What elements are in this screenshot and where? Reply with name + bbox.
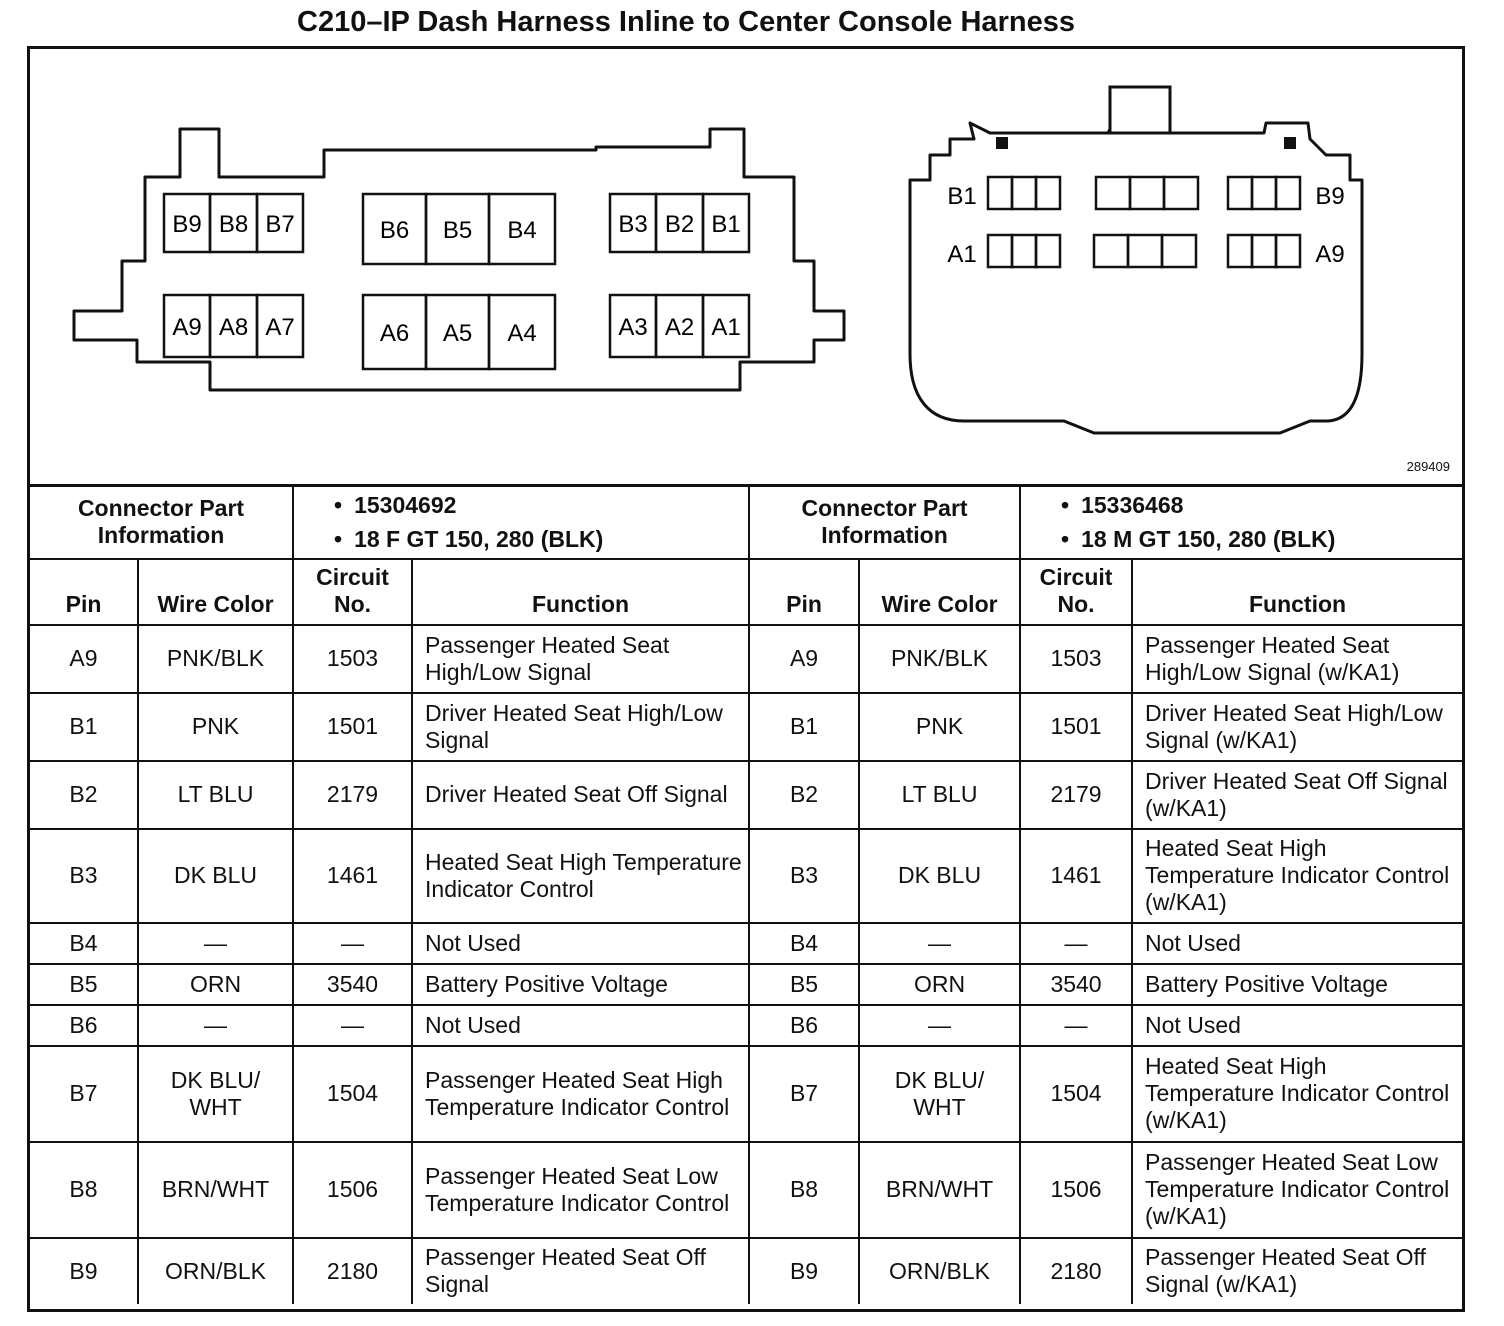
pin-cell: B1	[749, 693, 859, 761]
circuit-cell: —	[293, 923, 412, 964]
function-cell: Passenger Heated Seat Off Signal	[412, 1238, 749, 1304]
circuit-cell: 2179	[1020, 761, 1132, 829]
cavity	[1012, 235, 1036, 267]
cavity-label: B2	[664, 211, 695, 238]
info-line: • 18 F GT 150, 280 (BLK)	[334, 526, 604, 553]
wire-color-cell: —	[859, 923, 1020, 964]
cavity	[1036, 177, 1060, 209]
function-cell: Not Used	[412, 1005, 749, 1046]
circuit-cell: 1503	[1020, 625, 1132, 693]
connector-info-label-right: Connector Part Information	[749, 486, 1020, 559]
function-cell: Passenger Heated Seat High/Low Signal	[412, 625, 749, 693]
cavity	[1130, 177, 1164, 209]
connector-frame	[27, 46, 1465, 1312]
cavity	[1164, 177, 1198, 209]
cavity-label: A1	[947, 241, 977, 268]
wire-color-cell: PNK	[859, 693, 1020, 761]
function-cell: Not Used	[1132, 1005, 1462, 1046]
pin-cell: B7	[30, 1046, 138, 1142]
function-cell: Heated Seat High Temperature Indicator Control	[412, 829, 749, 923]
circuit-cell: 2179	[293, 761, 412, 829]
cavity-label: B1	[947, 183, 977, 210]
key-mark-left	[996, 137, 1008, 149]
cavity	[1252, 235, 1276, 267]
wire-color-cell: DK BLU/ WHT	[138, 1046, 293, 1142]
page-title: C210–IP Dash Harness Inline to Center Console Harness	[297, 6, 1075, 38]
header-function: Function	[412, 559, 749, 625]
table-row	[30, 1005, 1462, 1046]
function-cell: Heated Seat High Temperature Indicator Control (w/KA1)	[1132, 829, 1462, 923]
cavity-label: A9	[1315, 241, 1345, 268]
function-cell: Passenger Heated Seat High Temperature Indicator Control	[412, 1046, 749, 1142]
connector-info-row	[30, 486, 1462, 559]
wire-color-cell: LT BLU	[859, 761, 1020, 829]
wire-color-cell: —	[859, 1005, 1020, 1046]
pin-cell: A9	[749, 625, 859, 693]
pin-cell: B3	[749, 829, 859, 923]
wire-color-cell: PNK/BLK	[138, 625, 293, 693]
connector-info-label-left: Connector Part Information	[30, 486, 293, 559]
table-row	[30, 625, 1462, 693]
connector-diagrams	[30, 49, 1462, 484]
pin-cell: B5	[749, 964, 859, 1005]
function-cell: Driver Heated Seat Off Signal (w/KA1)	[1132, 761, 1462, 829]
cavity	[1094, 235, 1128, 267]
function-cell: Passenger Heated Seat Off Signal (w/KA1)	[1132, 1238, 1462, 1304]
header-wire-color: Wire Color	[138, 559, 293, 625]
header-function: Function	[1132, 559, 1462, 625]
wire-color-cell: ORN/BLK	[859, 1238, 1020, 1304]
cavity-label: A4	[507, 320, 537, 347]
cavity	[1162, 235, 1196, 267]
pin-cell: B6	[30, 1005, 138, 1046]
wire-color-cell: ORN	[859, 964, 1020, 1005]
header-pin: Pin	[749, 559, 859, 625]
function-cell: Heated Seat High Temperature Indicator Control (w/KA1)	[1132, 1046, 1462, 1142]
cavity-label: B8	[218, 211, 249, 238]
circuit-cell: —	[1020, 923, 1132, 964]
table-row	[30, 964, 1462, 1005]
table-row	[30, 1238, 1462, 1304]
pin-cell: B1	[30, 693, 138, 761]
pin-cell: B3	[30, 829, 138, 923]
cavity-label: B3	[618, 211, 648, 238]
circuit-cell: 1461	[293, 829, 412, 923]
pinout-table	[30, 484, 1462, 1304]
pin-cell: B9	[749, 1238, 859, 1304]
circuit-cell: 1461	[1020, 829, 1132, 923]
cavity-label: B7	[265, 211, 295, 238]
cavity	[1252, 177, 1276, 209]
left-connector-outline	[74, 129, 844, 390]
key-mark-right	[1284, 137, 1296, 149]
function-cell: Battery Positive Voltage	[412, 964, 749, 1005]
circuit-cell: 1506	[293, 1142, 412, 1238]
circuit-cell: 1501	[1020, 693, 1132, 761]
pin-cell: B4	[749, 923, 859, 964]
cavity-label: A3	[618, 314, 648, 341]
wire-color-cell: DK BLU	[138, 829, 293, 923]
header-wire-color: Wire Color	[859, 559, 1020, 625]
header-circuit-no: Circuit No.	[293, 559, 412, 625]
wire-color-cell: DK BLU/ WHT	[859, 1046, 1020, 1142]
pin-cell: B4	[30, 923, 138, 964]
function-cell: Driver Heated Seat High/Low Signal	[412, 693, 749, 761]
table-row	[30, 1142, 1462, 1238]
wire-color-cell: PNK	[138, 693, 293, 761]
cavity	[1276, 235, 1300, 267]
cavity-label: A9	[172, 314, 202, 341]
header-pin: Pin	[30, 559, 138, 625]
right-connector-cavities	[947, 177, 1344, 268]
cavity-label: B9	[1315, 183, 1345, 210]
circuit-cell: 3540	[293, 964, 412, 1005]
column-header-row	[30, 559, 1462, 625]
connector-info-values-right	[1020, 486, 1462, 559]
pin-cell: B2	[749, 761, 859, 829]
function-cell: Passenger Heated Seat Low Temperature Indicator Control	[412, 1142, 749, 1238]
pin-cell: B7	[749, 1046, 859, 1142]
table-row	[30, 829, 1462, 923]
info-line: • 15304692	[334, 492, 457, 519]
circuit-cell: 2180	[1020, 1238, 1132, 1304]
pin-cell: B8	[749, 1142, 859, 1238]
table-row	[30, 1046, 1462, 1142]
pin-cell: B2	[30, 761, 138, 829]
function-cell: Driver Heated Seat Off Signal	[412, 761, 749, 829]
pin-cell: B9	[30, 1238, 138, 1304]
cavity-label: A6	[379, 320, 410, 347]
function-cell: Not Used	[1132, 923, 1462, 964]
circuit-cell: 3540	[1020, 964, 1132, 1005]
cavity-label: B4	[507, 217, 537, 244]
cavity-label: A8	[218, 314, 249, 341]
wire-color-cell: ORN	[138, 964, 293, 1005]
wire-color-cell: ORN/BLK	[138, 1238, 293, 1304]
pin-cell: B8	[30, 1142, 138, 1238]
table-row	[30, 693, 1462, 761]
wire-color-cell: DK BLU	[859, 829, 1020, 923]
header-circuit-no: Circuit No.	[1020, 559, 1132, 625]
cavity	[988, 177, 1012, 209]
figure-number: 289409	[1406, 459, 1450, 474]
connector-info-values-left	[293, 486, 749, 559]
function-cell: Passenger Heated Seat High/Low Signal (w/KA1)	[1132, 625, 1462, 693]
wire-color-cell: —	[138, 923, 293, 964]
cavity	[1276, 177, 1300, 209]
circuit-cell: 1504	[1020, 1046, 1132, 1142]
wire-color-cell: PNK/BLK	[859, 625, 1020, 693]
cavity-label: B6	[379, 217, 410, 244]
cavity	[1096, 177, 1130, 209]
function-cell: Not Used	[412, 923, 749, 964]
circuit-cell: 1503	[293, 625, 412, 693]
cavity	[1128, 235, 1162, 267]
pin-cell: B5	[30, 964, 138, 1005]
info-line: • 18 M GT 150, 280 (BLK)	[1061, 526, 1336, 553]
wire-color-cell: LT BLU	[138, 761, 293, 829]
cavity	[1228, 177, 1252, 209]
info-line: • 15336468	[1061, 492, 1184, 519]
cavity-label: B5	[442, 217, 473, 244]
table-row	[30, 761, 1462, 829]
cavity-label: B9	[172, 211, 202, 238]
pin-cell: A9	[30, 625, 138, 693]
circuit-cell: 1506	[1020, 1142, 1132, 1238]
cavity	[1012, 177, 1036, 209]
cavity-label: A1	[711, 314, 741, 341]
connector-drawing	[30, 49, 1462, 484]
circuit-cell: —	[293, 1005, 412, 1046]
function-cell: Passenger Heated Seat Low Temperature Indicator Control (w/KA1)	[1132, 1142, 1462, 1238]
circuit-cell: 1501	[293, 693, 412, 761]
left-connector-cavities	[164, 194, 749, 369]
circuit-cell: 2180	[293, 1238, 412, 1304]
table-row	[30, 923, 1462, 964]
cavity	[1228, 235, 1252, 267]
wire-color-cell: —	[138, 1005, 293, 1046]
wire-color-cell: BRN/WHT	[138, 1142, 293, 1238]
right-connector-latch	[1110, 87, 1170, 133]
cavity-label: A7	[265, 314, 295, 341]
pin-cell: B6	[749, 1005, 859, 1046]
cavity-label: A2	[664, 314, 695, 341]
circuit-cell: 1504	[293, 1046, 412, 1142]
function-cell: Battery Positive Voltage	[1132, 964, 1462, 1005]
cavity	[988, 235, 1012, 267]
function-cell: Driver Heated Seat High/Low Signal (w/KA1)	[1132, 693, 1462, 761]
cavity-label: B1	[711, 211, 741, 238]
wire-color-cell: BRN/WHT	[859, 1142, 1020, 1238]
cavity	[1036, 235, 1060, 267]
cavity-label: A5	[442, 320, 473, 347]
circuit-cell: —	[1020, 1005, 1132, 1046]
